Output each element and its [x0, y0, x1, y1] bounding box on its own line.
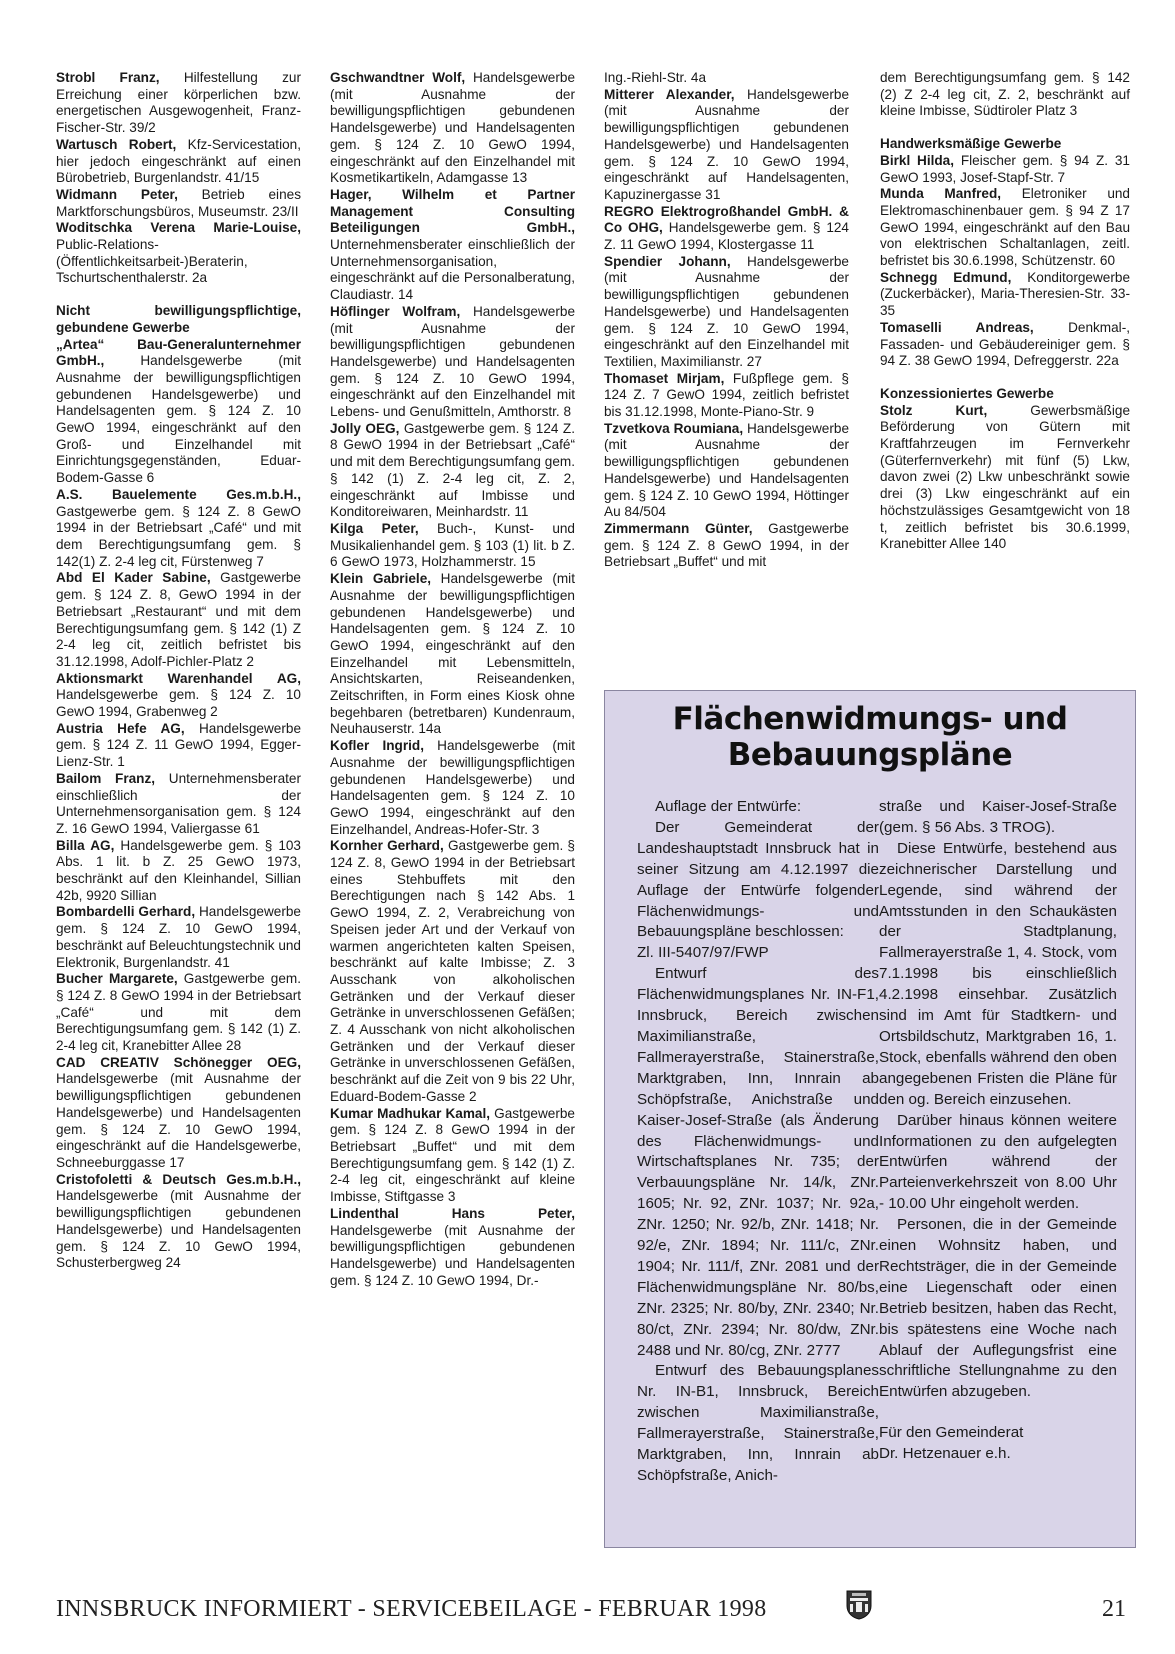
notice-paragraph	[879, 1403, 1117, 1423]
listing-entry-text: Gastgewerbe gem. § 124 Z. 8 GewO 1994 in der Betriebsart „Buffet“ und mit dem Berechtigungsumfang gem. § 142 (1) Z. 2-4 leg cit, eingeschränkt auf kleine Imbisse, Stiftgasse 3	[330, 1105, 575, 1205]
listing-entry-name: Kornher Gerhard,	[330, 838, 444, 854]
column-2	[330, 70, 575, 1289]
listing-entry	[56, 838, 301, 905]
listing-entry-name: Widmann Peter,	[56, 186, 178, 202]
listing-entry	[56, 1172, 301, 1272]
listing-entry	[330, 304, 575, 421]
listing-entry-name: Höflinger Wolfram,	[330, 303, 461, 319]
listing-entry-name: Gschwandtner Wolf,	[330, 70, 466, 85]
listing-entry-text: Handelsgewerbe gem. § 103 Abs. 1 lit. b Z. 25 GewO 1973, beschränkt auf den Kleinhandel, Sillian 42b, 9920 Sillian	[56, 837, 301, 903]
listing-entry-name: Billa AG,	[56, 837, 115, 853]
listing-entry-name: Thomaset Mirjam,	[604, 370, 725, 386]
listing-entry-text: dem Berechtigungsumfang gem. § 142 (2) Z 2-4 leg cit, Z. 2, beschränkt auf kleine Imbisse, Südtiroler Platz 3	[880, 70, 1130, 119]
listing-entry	[604, 70, 849, 87]
listing-entry-name: Kofler Ingrid,	[330, 738, 424, 754]
listing-entry	[880, 70, 1130, 120]
listing-entry-name: Tzvetkova Roumiana,	[604, 420, 744, 436]
listing-entry-text: Handelsgewerbe (mit Ausnahme der bewilligungspflichtigen gebundenen Handelsgewerbe) und Handelsagenten gem. § 124 Z. 10 GewO 1994, eingeschränkt auf den Einzelhandel mit Lebensmitteln, Ansichtskarten, Reiseandenken, Zeitschriften, in Form eines Kiosk ohne begehbaren (betretbaren) Kundenraum, Neuhauserstr. 14a	[330, 571, 575, 737]
listing-entry-name: Klein Gabriele,	[330, 571, 432, 587]
listing-entry-name: CAD CREATIV Schönegger OEG,	[56, 1054, 301, 1070]
listing-entry	[604, 421, 849, 521]
listing-entry-name: Zimmermann Günter,	[604, 520, 753, 536]
notice-paragraph: Auflage der Entwürfe:	[655, 798, 802, 815]
listing-entry	[56, 771, 301, 838]
listing-entry-text: Fußpflege gem. § 124 Z. 7 GewO 1994, zeitlich befristet bis 31.12.1998, Monte-Piano-Str. 9	[604, 370, 849, 420]
listing-entry-name: Bucher Margarete,	[56, 971, 178, 987]
listing-entry-name: Aktionsmarkt Warenhandel AG,	[56, 670, 301, 686]
listing-entry-text: Handelsgewerbe (mit Ausnahme der bewilligungspflichtigen gebundenen Handelsgewerbe) und Handelsagenten gem. § 124 Z. 10 GewO 1994, Höttinger Au 84/504	[604, 420, 850, 520]
notice-paragraph: Entwurf des Flächenwidmungsplanes Nr. IN-F1, Innsbruck, Bereich zwischen Maximilianstraße, Fallmerayerstraße, Stainerstraße, Marktgraben, Inn, Innrain ab Schöpfstraße, Anichstraße und Kaiser-Josef-Straße (als Änderung des Flächenwidmungs- und Wirtschaftsplanes Nr. 735; der Verbauungspläne Nr. 14/k, ZNr. 1605; Nr. 92, ZNr. 1037; Nr. 92a, ZNr. 1250; Nr. 92/b, ZNr. 1418; Nr. 92/e, ZNr. 1894; Nr. 111/c, ZNr. 1904; Nr. 111/f, ZNr. 2081 und der Flächenwidmungspläne Nr. 80/bs, ZNr. 2325; Nr. 80/by, ZNr. 2340; Nr. 80/ct, ZNr. 2394; Nr. 80/dw, ZNr. 2488 und Nr. 80/cg, ZNr. 2777	[637, 965, 879, 1359]
listing-entry	[56, 337, 301, 487]
listing-entry-text: Gastgewerbe gem. § 124 Z. 8, GewO 1994 in der Betriebsart eines Stehbuffets mit den Berechtigungen nach § 142 Abs. 1 GewO 1994, Z. 2, Verabreichung von Speisen jeder Art und der Verkauf von warmen angerichteten kalten Speisen, beschränkt auf kalte Imbisse; Z. 3 Ausschank von alkoholischen Getränken und der Verkauf dieser Getränke in unverschlossenen Gefäßen; Z. 4 Ausschank von nicht alkoholischen Getränken und der Verkauf dieser Getränke in unverschlossenen Gefäßen, beschränkt auf die Zeit von 9 bis 22 Uhr, Eduard-Bodem-Gasse 2	[330, 838, 575, 1104]
listing-entry	[330, 838, 575, 1105]
section-heading: Konzessioniertes Gewerbe	[880, 385, 1054, 401]
listing-entry-name: Cristofoletti & Deutsch Ges.m.b.H.,	[56, 1171, 301, 1187]
notice-paragraph: Darüber hinaus können weitere Informationen zu den aufgelegten Entwürfen während der Parteienverkehrszeit von 8.00 Uhr - 10.00 Uhr eingeholt werden.	[879, 1111, 1117, 1213]
listing-entry	[330, 1206, 575, 1290]
listing-entry	[880, 153, 1130, 186]
listing-entry-text: Handelsgewerbe gem. § 124 Z. 10 GewO 1994, beschränkt auf Beleuchtungstechnik und Elektronik, Burgenlandstr. 41	[56, 904, 301, 970]
listing-entry-text: Konditorgewerbe (Zuckerbäcker), Maria-Theresien-Str. 33-35	[880, 269, 1130, 319]
listing-entry	[330, 421, 575, 521]
listing-entry	[56, 220, 301, 287]
listing-entry	[880, 403, 1130, 553]
notice-paragraph: Dr. Hetzenauer e.h.	[879, 1445, 1011, 1463]
listing-entry-name: Spendier Johann,	[604, 253, 731, 269]
column-1	[56, 70, 301, 1272]
footer-publication-title: INNSBRUCK INFORMIERT - SERVICEBEILAGE - FEBRUAR 1998	[56, 1596, 767, 1622]
section-spacer	[880, 370, 1130, 386]
listing-entry	[56, 904, 301, 971]
listing-entry	[880, 270, 1130, 320]
listing-entry-name: Wartusch Robert,	[56, 136, 177, 152]
listing-entry-name: Bailom Franz,	[56, 770, 156, 786]
listing-entry-name: Birkl Hilda,	[880, 152, 955, 168]
listing-entry-name: Kilga Peter,	[330, 520, 419, 536]
column-3	[604, 70, 849, 571]
notice-paragraph: Der Gemeinderat der Landeshauptstadt Innsbruck hat in seiner Sitzung am 4.12.1997 die Auflage der Entwürfe folgender Flächenwidmungs- und Bebauungspläne beschlossen:	[637, 818, 879, 941]
listing-entry-text: Public-Relations- (Öffentlichkeitsarbeit-)Beraterin, Tschurtschenthalerstr. 2a	[56, 237, 248, 286]
listing-entry	[56, 137, 301, 187]
listing-entry-text: Handelsgewerbe (mit Ausnahme der bewilligungspflichtigen gebundenen Handelsgewerbe) und Handelsagenten gem. § 124 Z. 10 GewO 1994, eingeschränkt auf den Einzelhandel, Andreas-Hofer-Str. 3	[330, 738, 575, 837]
listing-entry	[604, 204, 849, 254]
listing-entry-text: Unternehmensberater einschließlich der Unternehmensorganisation gem. § 124 Z. 16 GewO 1994, Valiergasse 61	[56, 770, 301, 836]
listing-entry-text: Handelsgewerbe gem. § 124 Z. 10 GewO 1994, Grabenweg 2	[56, 687, 301, 720]
listing-entry-text: Buch-, Kunst- und Musikalienhandel gem. § 103 (1) lit. b Z. 6 GewO 1973, Holzhammerstr. 15	[330, 520, 575, 570]
listing-entry-text: Handelsgewerbe gem. § 124 Z. 11 GewO 1994, Klostergasse 11	[604, 220, 849, 253]
listing-entry-text: Fleischer gem. § 94 Z. 31 GewO 1993, Josef-Stapf-Str. 7	[880, 152, 1130, 185]
listing-entry-text: Ing.-Riehl-Str. 4a	[604, 70, 706, 85]
listing-entry-text: Handelsgewerbe (mit Ausnahme der bewilligungspflichtigen gebundenen Handelsgewerbe) und Handelsagenten gem. § 124 Z. 10 GewO 1994, eingeschränkt auf den Einzelhandel mit Kosmetikartikeln, Adamgasse 13	[330, 70, 575, 186]
listing-entry-text: Handelsgewerbe (mit Ausnahme der bewilligungspflichtigen gebundenen Handelsgewerbe) und Handelsagenten gem. § 124 Z. 10 GewO 1994, eingeschränkt auf den Groß- und Einzelhandel mit Einrichtungsgegenständen, Eduar-Bodem-Gasse 6	[56, 353, 301, 486]
listing-entry	[604, 254, 849, 371]
section-spacer	[56, 287, 301, 303]
listing-entry-text: Handelsgewerbe gem. § 124 Z. 11 GewO 1994, Egger-Lienz-Str. 1	[56, 720, 301, 770]
innsbruck-crest-icon	[846, 1590, 872, 1620]
section-heading: Nicht bewilligungspflichtige, gebundene Gewerbe	[56, 303, 301, 335]
listing-entry-text: Gastgewerbe gem. § 124 Z. 8 GewO 1994 in der Betriebsart „Café“ und mit dem Berechtigungsumfang gem. § 142 (1) Z. 2-4 leg cit, Z. 2, eingeschränkt auf Imbisse und Konditoreiwaren, Meinhardstr. 11	[330, 420, 576, 520]
notice-paragraph: straße und Kaiser-Josef-Straße (gem. § 56 Abs. 3 TROG).	[879, 798, 1117, 836]
notice-paragraph: Für den Gemeinderat	[879, 1424, 1024, 1442]
listing-entry-name: REGRO Elektrogroßhandel GmbH. & Co OHG,	[604, 203, 849, 236]
listing-entry-text: Gewerbsmäßige Beförderung von Gütern mit Kraftfahrzeugen im Fernverkehr (Güterfernverkehr) mit fünf (5) Lkw, davon zwei (2) Lkw unbeschränkt sowie drei (3) Lkw eingeschränkt auf ein höchstzulässiges Gesamtgewicht von 18 t, zeitlich befristet bis 30.6.1999, Kranebitter Allee 140	[880, 402, 1130, 552]
listing-entry-name: Hager, Wilhelm et Partner Management Consulting Beteiligungen GmbH.,	[330, 186, 575, 236]
section-heading: Handwerksmäßige Gewerbe	[880, 136, 1062, 152]
listing-entry-name: Munda Manfred,	[880, 186, 1002, 202]
listing-entry-name: Kumar Madhukar Kamal,	[330, 1105, 491, 1121]
page-number: 21	[1102, 1596, 1126, 1622]
listing-entry-name: A.S. Bauelemente Ges.m.b.H.,	[56, 486, 301, 502]
listing-entry-name: Lindenthal Hans Peter,	[330, 1205, 575, 1221]
listing-entry	[56, 487, 301, 571]
listing-entry	[330, 70, 575, 187]
listing-entry-text: Gastgewerbe gem. § 124 Z. 8 GewO 1994 in der Betriebsart „Café“ und mit dem Berechtigungsumfang gem. § 142(1) Z. 2-4 leg cit, Fürstenweg 7	[56, 503, 301, 569]
listing-entry-text: Unternehmensberater einschließlich der Unternehmensorganisation, eingeschränkt auf die Personalberatung, Claudiastr. 14	[330, 237, 575, 303]
listing-entry	[56, 187, 301, 220]
notice-title-line-2: Bebauungspläne	[727, 737, 1013, 773]
listing-entry-text: Denkmal-, Fassaden- und Gebäudereiniger gem. § 94 Z. 38 GewO 1994, Defreggerstr. 22a	[880, 319, 1131, 369]
listing-entry-name: „Artea“ Bau-Generalunternehmer GmbH.,	[56, 336, 301, 369]
listing-entry-text: Gastgewerbe gem. § 124 Z. 8, GewO 1994 in der Betriebsart „Restaurant“ und mit dem Berechtigungsumfang gem. § 142 (1) Z 2-4 leg cit, zeitlich befristet bis 31.12.1998, Adolf-Pichler-Platz 2	[56, 570, 301, 669]
notice-title-line-1: Flächenwidmungs- und	[672, 701, 1068, 737]
listing-entry	[56, 1055, 301, 1172]
section-spacer	[880, 120, 1130, 136]
listing-entry-name: Abd El Kader Sabine,	[56, 570, 211, 586]
listing-entry-text: Gastgewerbe gem. § 124 Z. 8 GewO 1994, in der Betriebsart „Buffet“ und mit	[604, 520, 849, 570]
listing-entry	[330, 571, 575, 738]
listing-entry	[880, 320, 1130, 370]
listing-entry	[56, 70, 301, 137]
listing-entry-name: Woditschka Verena Marie-Louise,	[56, 220, 301, 236]
notice-column-1	[637, 797, 879, 1487]
listing-entry-text: Handelsgewerbe (mit Ausnahme der bewilligungspflichtigen gebundenen Handelsgewerbe) und Handelsagenten gem. § 124 Z. 10 GewO 1994, Dr.-	[330, 1222, 575, 1288]
listing-entry	[604, 371, 849, 421]
zoning-plans-notice-box	[604, 690, 1136, 1548]
listing-entry	[330, 187, 575, 304]
listing-entry-name: Strobl Franz,	[56, 70, 160, 85]
listing-entry	[880, 186, 1130, 270]
listing-entry	[56, 971, 301, 1055]
listing-entry-text: Handelsgewerbe (mit Ausnahme der bewilligungspflichtigen gebundenen Handelsgewerbe) und Handelsagenten gem. § 124 Z. 10 GewO 1994, eingeschränkt auf Handelsagenten, Kapuzinergasse 31	[604, 86, 849, 202]
listing-entry-text: Kfz-Servicestation, hier jedoch eingeschränkt auf einen Bürobetrieb, Burgenlandstr. 41/15	[56, 136, 301, 186]
column-4	[880, 70, 1130, 553]
listing-entry-name: Jolly OEG,	[330, 420, 400, 436]
listing-entry	[330, 521, 575, 571]
listing-entry-text: Handelsgewerbe (mit Ausnahme der bewilligungspflichtigen gebundenen Handelsgewerbe) und Handelsagenten gem. § 124 Z. 10 GewO 1994, Schusterbergweg 24	[56, 1188, 301, 1271]
notice-paragraph: Entwurf des Bebauungsplanes Nr. IN-B1, Innsbruck, Bereich zwischen Maximilianstraße, Fallmerayerstraße, Stainerstraße, Marktgraben, Inn, Innrain ab Schöpfstraße, Anich-	[637, 1362, 879, 1484]
listing-entry-name: Mitterer Alexander,	[604, 86, 735, 102]
listing-entry-text: Hilfestellung zur Erreichung einer körperlichen bzw. energetischen Ausgewogenheit, Franz-Fischer-Str. 39/2	[56, 70, 301, 136]
listing-entry-text: Handelsgewerbe (mit Ausnahme der bewilligungspflichtigen gebundenen Handelsgewerbe) und Handelsagenten gem. § 124 Z. 10 GewO 1994, eingeschränkt auf den Einzelhandel mit Lebens- und Genußmitteln, Amthorstr. 8	[330, 303, 576, 420]
listing-entry-name: Schnegg Edmund,	[880, 269, 1012, 285]
notice-column-2	[879, 797, 1117, 1465]
listing-entry	[330, 1106, 575, 1206]
notice-paragraph: Personen, die in der Gemeinde einen Wohnsitz haben, und Rechtsträger, die in der Gemeinde eine Liegenschaft oder einen Betrieb besitzen, haben das Recht, bis spätestens eine Woche nach Ablauf der Auflegungsfrist eine schriftliche Stellungnahme zu den Entwürfen abzugeben.	[879, 1216, 1117, 1401]
listing-entry-name: Austria Hefe AG,	[56, 720, 185, 736]
listing-entry	[604, 87, 849, 204]
listing-entry-text: Handelsgewerbe (mit Ausnahme der bewilligungspflichtigen gebundenen Handelsgewerbe) und Handelsagenten gem. § 124 Z. 10 GewO 1994, eingeschränkt auf den Einzelhandel mit Textilien, Maximilianstr. 27	[604, 253, 849, 369]
listing-entry-text: Eletroniker und Elektromaschinenbauer gem. § 94 Z 17 GewO 1994, eingeschränkt auf den Bau von elektrischen Schaltanlagen, zeitl. befristet bis 30.6.1998, Schützenstr. 60	[880, 186, 1130, 269]
notice-paragraph: Diese Entwürfe, bestehend aus zeichnerischer Darstellung und Legende, sind während der Amtsstunden in den Schaukästen der Stadtplanung, Fallmerayerstraße 1, 4. Stock, vom 7.1.1998 bis einschließlich 4.2.1998 einsehbar. Zusätzlich sind im Amt für Stadtkern- und Ortsbildschutz, Marktgraben 16, 1. Stock, ebenfalls während den oben angegebenen Fristen die Pläne für den og. Bereich einzusehen.	[879, 839, 1117, 1108]
listing-entry-name: Tomaselli Andreas,	[880, 319, 1034, 335]
listing-entry	[56, 671, 301, 721]
listing-entry-name: Bombardelli Gerhard,	[56, 904, 196, 920]
listing-entry-name: Stolz Kurt,	[880, 402, 988, 418]
listing-entry	[56, 570, 301, 670]
listing-entry	[330, 738, 575, 838]
notice-paragraph: Zl. III-5407/97/FWP	[637, 944, 769, 962]
listing-entry-text: Gastgewerbe gem. § 124 Z. 8 GewO 1994 in der Betriebsart „Café“ und mit dem Berechtigungsumfang gem. § 142 (1) Z. 2-4 leg cit, Kranebitter Allee 28	[56, 971, 301, 1054]
listing-entry	[56, 721, 301, 771]
listing-entry-text: Betrieb eines Marktforschungsbüros, Museumstr. 23/II	[56, 186, 301, 219]
listing-entry-text: Handelsgewerbe (mit Ausnahme der bewilligungspflichtigen gebundenen Handelsgewerbe) und Handelsagenten gem. § 124 Z. 10 GewO 1994, eingeschränkt auf die Handelsgewerbe, Schneeburggasse 17	[56, 1071, 301, 1170]
listing-entry	[604, 521, 849, 571]
